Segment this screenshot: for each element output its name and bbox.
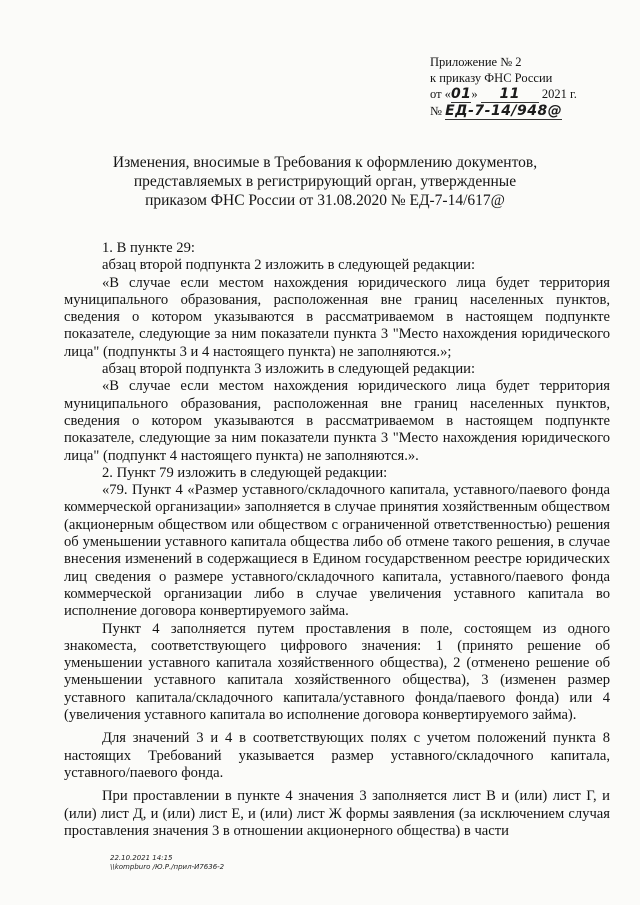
- footer-timestamp: 22.10.2021 14:15: [110, 854, 173, 862]
- paragraph: «В случае если местом нахождения юридического лица будет территория муниципального образования, расположенная вне границ населенных пунктов, сведения о котором указываются в рассматриваемом в настоящем подпункте показателе, следующие за ним показатели пункта 3 "Место нахождения юридического лица" (подпункты 3 и 4 настоящего пункта) не заполняются.»;: [64, 274, 610, 360]
- paragraph: абзац второй подпункта 2 изложить в следующей редакции:: [102, 257, 476, 274]
- paragraph: «В случае если местом нахождения юридического лица будет территория муниципального образования, расположенная вне границ населенных пунктов, сведения о котором указываются в рассматриваемом в настоящем подпункте показателе, следующие за ним показатели пункта 3 "Место нахождения юридического лица" (подпункт 4 настоящего пункта) не заполняются.».: [64, 378, 610, 464]
- order-date: от «01» 11 2021 г.: [430, 86, 577, 102]
- paragraph: 2. Пункт 79 изложить в следующей редакции:: [102, 464, 388, 481]
- paragraph: Пункт 4 заполняется путем проставления в поле, состоящем из одного знакоместа, соответствующего цифрового значения: 1 (принято решение об уменьшении уставного капитала хозяйственного общества), 2 (отменено решение об уменьшении уставного капитала хозяйственного общества), 3 (изменен размер уставного капитала/складочного капитала/уставного фонда/паевого фонда) или 4 (увеличения уставного капитала во исполнение договора конвертируемого займа).: [64, 620, 610, 724]
- paragraph: 1. В пункте 29:: [102, 240, 195, 256]
- footer-path: \\kompburo /Ю.Р./прил-И7636-2: [110, 863, 225, 871]
- appendix-header: [430, 54, 630, 120]
- paragraph: абзац второй подпункта 3 изложить в следующей редакции:: [102, 361, 476, 378]
- appendix-line: Приложение № 2: [430, 55, 522, 69]
- title-line-1: Изменения, вносимые в Требования к оформлению документов,: [112, 154, 538, 171]
- handwritten-day: 01: [450, 86, 472, 102]
- paragraph: «79. Пункт 4 «Размер уставного/складочного капитала, уставного/паевого фонда коммерческой организации» заполняется в случае принятия хозяйственным обществом (акционерным обществом или обществом с ограниченной ответственностью) решения об уменьшении уставного капитала общества либо об отмене такого решения, в случае внесения изменений в содержащиеся в Едином государственном реестре юридических лиц сведения о размере уставного/складочного капитала, уставного/паевого фонда коммерческой организации либо в случае увеличения уставного капитала во исполнение договора конвертируемого займа.: [64, 482, 610, 620]
- paragraph: При проставлении в пункте 4 значения 3 заполняется лист В и (или) лист Г, и (или) лист Д, и (или) лист Е, и (или) лист Ж формы заявления (за исключением случая проставления значения 3 в отношении акционерного общества) в части: [64, 788, 610, 839]
- print-footer: [110, 854, 224, 872]
- handwritten-number: ЕД-7-14/948@: [445, 103, 563, 119]
- order-line: к приказу ФНС России: [430, 71, 553, 85]
- title-line-2: представляемых в регистрирующий орган, утвержденные: [133, 173, 517, 190]
- document-body: [64, 240, 610, 840]
- title-line-3: приказом ФНС России от 31.08.2020 № ЕД-7-14/617@: [145, 192, 505, 209]
- paragraph: Для значений 3 и 4 в соответствующих полях с учетом положений пункта 8 настоящих Требований указывается размер уставного/складочного капитала, уставного/паевого фонда.: [64, 730, 610, 781]
- document-title: [90, 153, 560, 210]
- handwritten-month: 11: [481, 86, 539, 103]
- order-number: № ЕД-7-14/948@: [430, 103, 563, 119]
